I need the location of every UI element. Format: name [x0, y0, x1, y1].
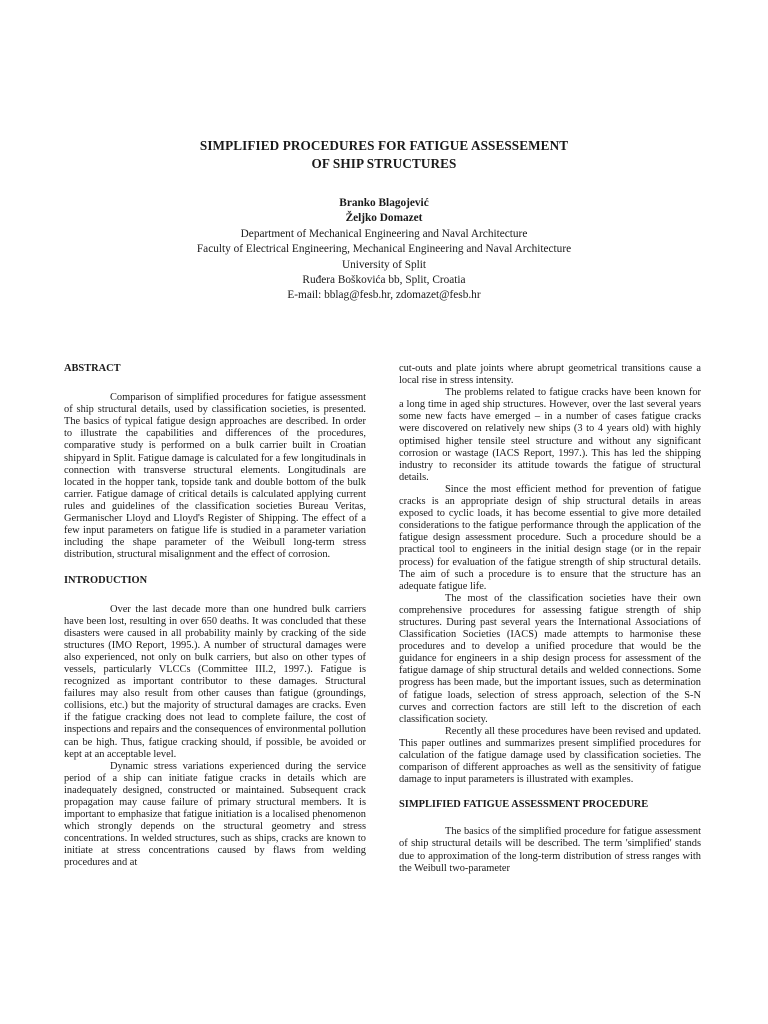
affiliation-university: University of Split [341, 258, 427, 271]
right-paragraph-4: Recently all these procedures have been revised and updated. This paper outlines and summarizes present simplified procedures for calculation of the fatigue damage used by classification societies. The comparison of different approaches as well as the sensitivity of fatigue damage to input parameters is illustrated with examples. [399, 725, 701, 786]
continued-paragraph: cut-outs and plate joints where abrupt geometrical transitions cause a local rise in stress intensity. [399, 363, 701, 387]
right-paragraph-3: The most of the classification societies have their own comprehensive procedures for assessing fatigue strength of ship structures. During past several years the International Associations of Classification Societies (IACS) made attempts to harmonise these procedures and to develop a unified procedure that would be the guidance for engineers in a ship design process for assessment of the fatigue damage of ship structural details and welded connections. Some progress has been made, but the important issues, such as determination of fatigue loads, selection of stress approach, selection of the S-N curves and correction factors are still left to the discretion of each classification society. [399, 592, 701, 725]
title-line-1: SIMPLIFIED PROCEDURES FOR FATIGUE ASSESSEMENT [199, 138, 569, 153]
introduction-paragraph-2: Dynamic stress variations experienced during the service period of a ship can initiate fatigue cracks in details which are inadequately designed, constructed or maintained. Subsequent crack propagation may cause failure of primary structural members. It is important to emphasize that fatigue initiation is a localised phenomenon which strongly depends on the structural geometry and stress concentrations. In welded structures, such as ships, cracks are known to initiate at stress concentrations caused by flaws from welding procedures and at [64, 760, 366, 869]
abstract-heading: ABSTRACT [64, 363, 121, 374]
right-paragraph-5: The basics of the simplified procedure for fatigue assessment of ship structural details will be described. The term 'simplified' stands due to approximation of the long-term distribution of stress ranges with the Weibull two-parameter [399, 826, 701, 874]
affiliation-address: Ruđera Boškovića bb, Split, Croatia [302, 274, 466, 287]
author-block [0, 196, 768, 304]
right-paragraph-2: Since the most efficient method for prevention of fatigue cracks is an appropriate design of ship structural details in areas exposed to cyclic loads, it has become essential to give more detailed considerations to the fatigue performance through the application of the fatigue design assessment procedure. Such a procedure should be a practical tool to engineers in the initial design stage (or in the repair process) for evaluation of the fatigue strength of ship structural details. The aim of such a procedure is to ensure that the structure has an adequate fatigue life. [399, 483, 701, 592]
right-paragraph-1: The problems related to fatigue cracks have been known for a long time in aged ship structures. However, over the last several years some new facts have emerged – in a number of cases fatigue cracks were discovered on relatively new ships (3 to 4 years old) with highly optimised higher tensile steel structure and without any significant corrosion or wastage (IACS Report, 1997.). This has led the shipping industry to reconsider its attitude towards the fatigue of structural details. [399, 387, 701, 483]
author-name-1: Branko Blagojević [339, 197, 429, 209]
introduction-paragraph-1: Over the last decade more than one hundred bulk carriers have been lost, resulting in over 650 deaths. It was concluded that these disasters were caused in all probability mainly by cracking of the side structures (IMO Report, 1995.). A number of structural damages were also experienced, not only on bulk carriers, but also on other types of vessels, particularly VLCCs (Committee III.2, 1997.). Fatigue is recognized as important contributor to these damages. Structural failures may also result from other causes than fatigue (groundings, collisions, etc.) but the majority of structural damages are cracks. Even if the fatigue cracking does not lead to complete failure, the cost of inspections and repairs and the consequences of environmental pollution can be high. Thus, fatigue cracking should, if possible, be avoided or kept at an acceptable level. [64, 603, 366, 760]
left-column [64, 363, 366, 870]
affiliation-faculty: Faculty of Electrical Engineering, Mechanical Engineering and Naval Architecture [196, 243, 572, 256]
introduction-heading: INTRODUCTION [64, 575, 148, 587]
title-line-2: OF SHIP STRUCTURES [311, 156, 457, 171]
author-email: E-mail: bblag@fesb.hr, zdomazet@fesb.hr [287, 289, 481, 302]
paper-title [0, 137, 768, 173]
section-heading-simplified-procedure: SIMPLIFIED FATIGUE ASSESSMENT PROCEDURE [399, 799, 649, 811]
affiliation-department: Department of Mechanical Engineering and Naval Architecture [240, 227, 528, 240]
author-name-2: Željko Domazet [345, 212, 423, 225]
right-column [399, 363, 701, 875]
abstract-paragraph: Comparison of simplified procedures for fatigue assessment of ship structural details, used by classification societies, is presented. The basics of typical fatigue design approaches are described. In order to illustrate the capabilities and differences of the procedures, comparative study is performed on a bulk carrier built in Croatian shipyard in Split. Fatigue damage is calculated for a few longitudinals in connection with transverse structural elements. Longitudinals are located in the hopper tank, topside tank and double bottom of the bulk carrier. Fatigue damage of critical details is calculated applying current rules and guidelines of the classification societies Bureau Veritas, Germanischer Lloyd and Lloyd's Register of Shipping. The effect of a few input parameters on fatigue life is studied in a parameter variation including the shape parameter of the Weibull long-term stress distribution, structural misalignment and the effect of corrosion. [64, 392, 366, 561]
